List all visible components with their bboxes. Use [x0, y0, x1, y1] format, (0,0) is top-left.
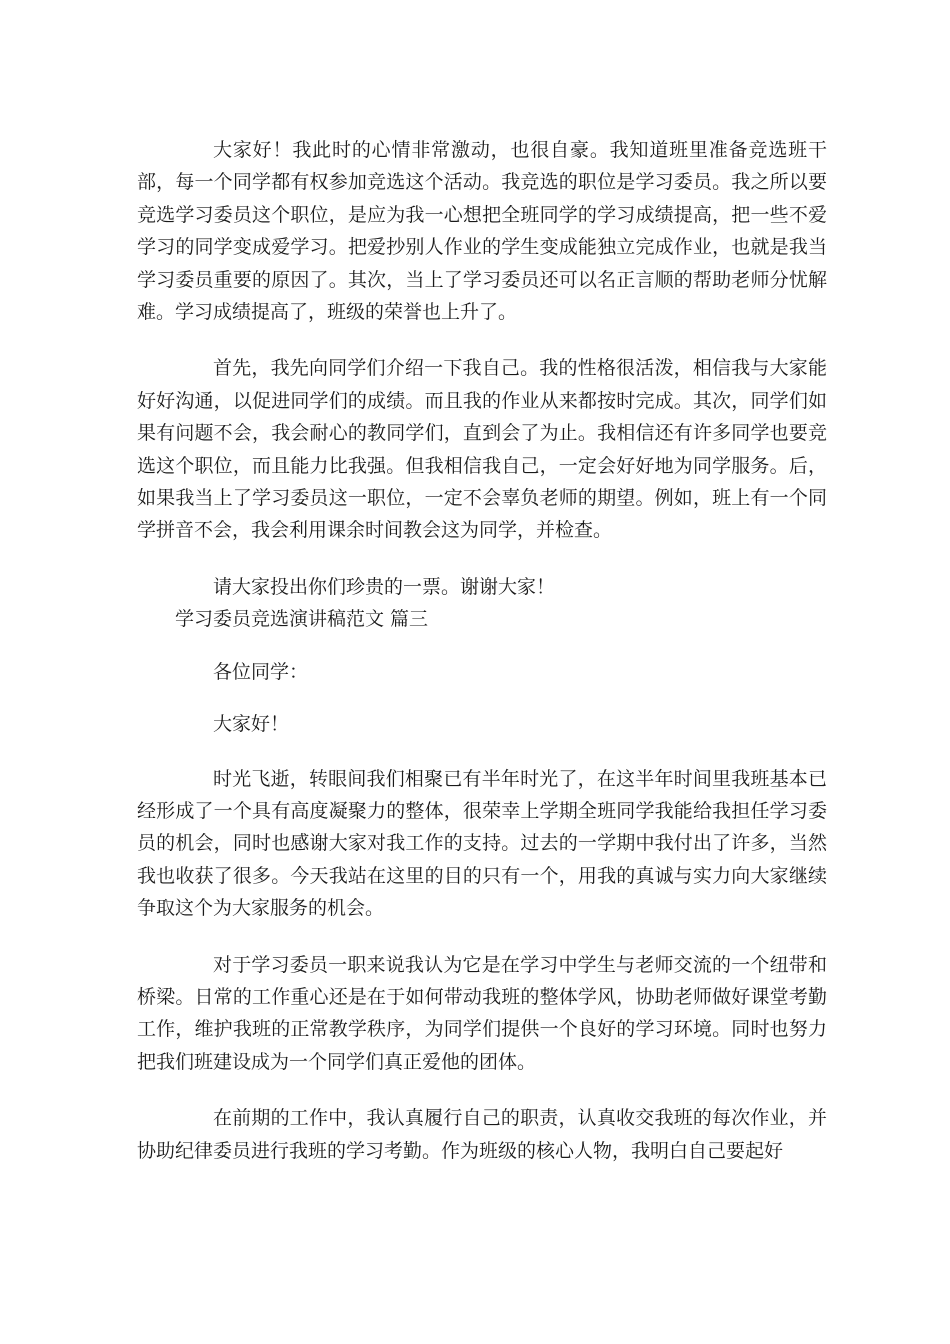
paragraph-time-flies: 时光飞逝，转眼间我们相聚已有半年时光了，在这半年时间里我班基本已经形成了一个具有高度凝聚力的整体，很荣幸上学期全班同学我能给我担任学习委员的机会，同时也感谢大家对我工作的支持。过去的一学期中我付出了许多，当然我也收获了很多。今天我站在这里的目的只有一个，用我的真诚与实力向大家继续争取这个为大家服务的机会。: [137, 767, 827, 920]
section-title: 学习委员竞选演讲稿范文 篇三: [175, 608, 429, 631]
paragraph-previous-work: 在前期的工作中，我认真履行自己的职责，认真收交我班的每次作业，并协助纪律委员进行我班的学习考勤。作为班级的核心人物，我明白自己要起好: [137, 1107, 827, 1162]
paragraph-greeting-speech: 大家好！我此时的心情非常激动，也很自豪。我知道班里准备竞选班干部，每一个同学都有权参加竞选这个活动。我竞选的职位是学习委员。我之所以要竞选学习委员这个职位，是应为我一心想把全班同学的学习成绩提高，把一些不爱学习的同学变成爱学习。把爱抄别人作业的学生变成能独立完成作业，也就是我当学习委员重要的原因了。其次，当上了学习委员还可以名正言顺的帮助老师分忧解难。学习成绩提高了，班级的荣誉也上升了。: [137, 139, 827, 324]
paragraph-vote-request: 请大家投出你们珍贵的一票。谢谢大家！: [213, 575, 556, 598]
paragraph-self-introduction: 首先，我先向同学们介绍一下我自己。我的性格很活泼，相信我与大家能好好沟通，以促进同学们的成绩。而且我的作业从来都按时完成。其次，同学们如果有问题不会，我会耐心的教同学们，直到会了为止。我相信还有许多同学也要竞选这个职位，而且能力比我强。但我相信我自己，一定会好好地为同学服务。后，如果我当上了学习委员这一职位，一定不会辜负老师的期望。例如，班上有一个同学拼音不会，我会利用课余时间教会这为同学，并检查。: [137, 357, 827, 542]
paragraph-salutation: 各位同学：: [213, 660, 309, 683]
paragraph-role-description: 对于学习委员一职来说我认为它是在学习中学生与老师交流的一个纽带和桥梁。日常的工作重心还是在于如何带动我班的整体学风，协助老师做好课堂考勤工作，维护我班的正常教学秩序，为同学们提供一个良好的学习环境。同时也努力把我们班建设成为一个同学们真正爱他的团体。: [137, 953, 827, 1073]
paragraph-greeting: 大家好！: [213, 713, 290, 736]
document-body: [137, 134, 827, 1167]
